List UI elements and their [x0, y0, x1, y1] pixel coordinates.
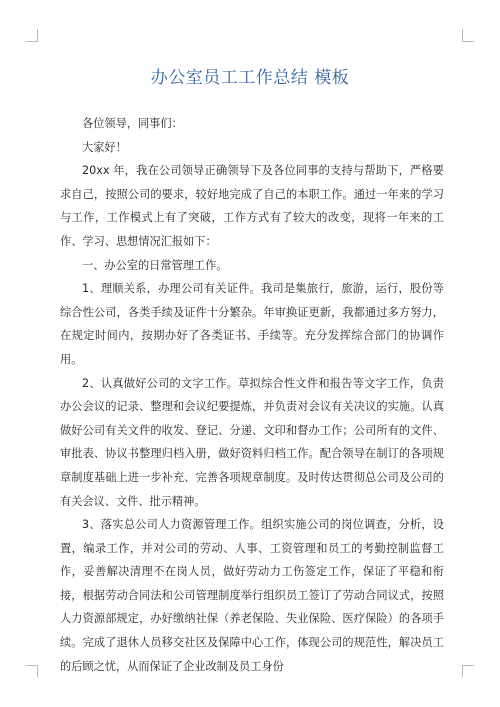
paragraph-item-1: 1、理顺关系，办理公司有关证件。我司是集旅行，旅游，运行，股份等综合性公司，各类手续及证件十分繁杂。年审换证更新，我都通过多方努力，在规定时间内，按期办好了各类证书、手续等。充分发挥综合部门的协调作用。 [60, 282, 444, 366]
crop-mark-top-left-h [26, 41, 38, 42]
section-heading: 一、办公室的日常管理工作。 [82, 258, 228, 272]
greeting: 大家好！ [82, 140, 127, 154]
crop-mark-bottom-left-v [37, 665, 38, 677]
paragraph-item-2: 2、认真做好公司的文字工作。草拟综合性文件和报告等文字工作，负责办公会议的记录、整理和会议纪要提炼，并负责对会议有关决议的实施。认真做好公司有关文件的收发、登记、分递、文印和督办工作；公司所有的文件、审批表、协议书整理归档入册，做好资料归档工作。配合领导在制订的各项规章制度基础上进一步补充、完善各项规章制度。及时传达贯彻总公司及公司的有关会议、文件、批示精神。 [60, 376, 444, 508]
crop-mark-top-right-h [462, 41, 474, 42]
crop-mark-top-left-v [37, 29, 38, 41]
paragraph-intro: 20xx 年，我在公司领导正确领导下及各位同事的支持与帮助下，严格要求自己，按照公司的要求，较好地完成了自己的本职工作。通过一年来的学习与工作，工作模式上有了突破，工作方式有了较大的改变，现将一年来的工作、学习、思想情况汇报如下： [60, 164, 444, 248]
salutation: 各位领导，同事们： [82, 117, 183, 130]
crop-mark-top-right-v [462, 29, 463, 41]
crop-mark-bottom-right-h [462, 665, 474, 666]
crop-mark-bottom-right-v [462, 665, 463, 677]
document-body [60, 112, 444, 678]
document-title: 办公室员工工作总结 模板 [150, 68, 350, 88]
paragraph-item-3: 3、落实总公司人力资源管理工作。组织实施公司的岗位调查，分析，设置，编录工作，并对公司的劳动、人事、工资管理和员工的考勤控制监督工作，妥善解决清理不在岗人员，做好劳动力工伤签定工作，保证了平稳和衔接，根据劳动合同法和公司管理制度举行组织员工签订了劳动合同议式，按照人力资源部规定，办好缴纳社保（养老保险、失业保险、医疗保险）的各项手续。完成了退休人员移交社区及保障中心工作，体现公司的规范性，解决员工的后顾之忧，从而保证了企业改制及员工身份 [60, 518, 444, 673]
